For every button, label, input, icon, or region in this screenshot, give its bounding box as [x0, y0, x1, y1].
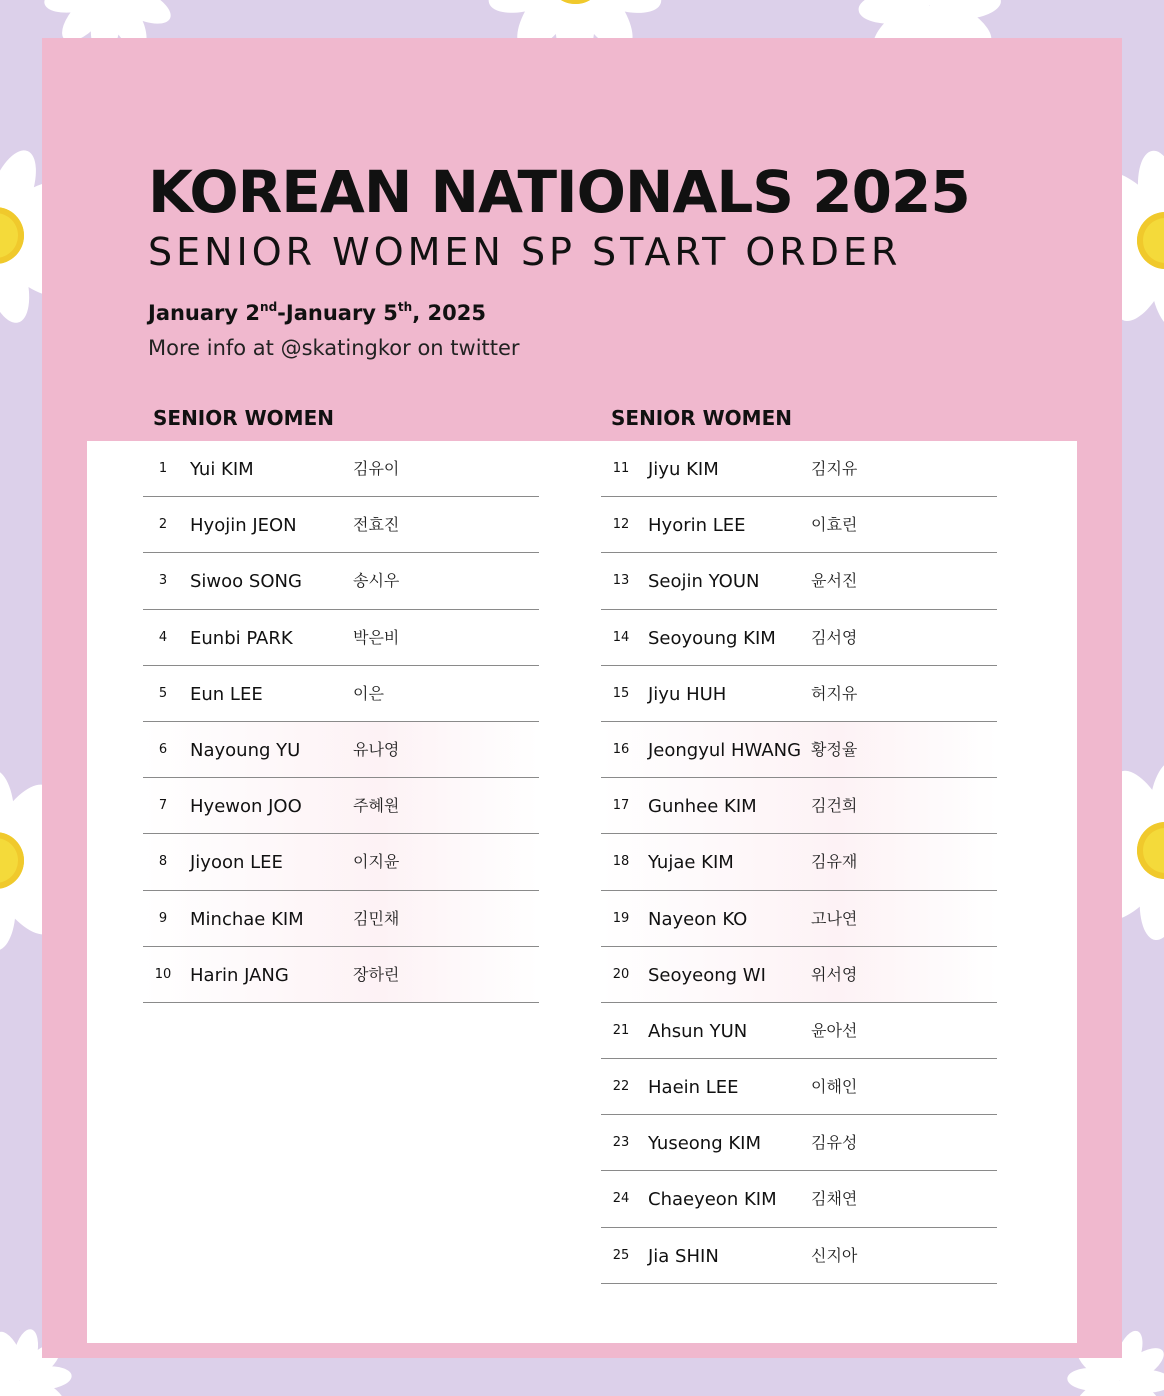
- dates-end: -January 5: [277, 301, 398, 325]
- skater-name-en: Ahsun YUN: [648, 1020, 748, 1042]
- skater-name-en: Seojin YOUN: [648, 571, 760, 593]
- table-row: [601, 1171, 997, 1227]
- skater-name-en: Yui KIM: [190, 459, 254, 480]
- table-row: [601, 1115, 997, 1171]
- start-number: 24: [612, 1191, 630, 1207]
- start-number: 12: [612, 517, 630, 533]
- skater-name-en: Jia SHIN: [648, 1245, 719, 1267]
- table-row: [601, 610, 997, 666]
- table-row: [601, 891, 997, 947]
- skater-name-ko: 전효진: [353, 515, 400, 535]
- skater-name-ko: 장하린: [353, 964, 400, 984]
- start-number: 3: [158, 573, 168, 589]
- skater-name-en: Gunhee KIM: [648, 796, 757, 818]
- table-row: [143, 947, 539, 1003]
- start-number: 5: [158, 685, 168, 701]
- start-number: 13: [612, 573, 630, 589]
- table-row: [601, 666, 997, 722]
- skater-name-en: Nayoung YU: [190, 739, 301, 761]
- start-number: 4: [158, 629, 168, 645]
- skater-name-en: Jiyoon LEE: [190, 852, 283, 874]
- table-row: [143, 497, 539, 553]
- start-number: 14: [612, 629, 630, 645]
- start-number: 23: [612, 1135, 630, 1151]
- page-subtitle: SENIOR WOMEN SP START ORDER: [148, 230, 902, 274]
- dates-start: January 2: [148, 301, 261, 325]
- skater-name-ko: 이은: [353, 683, 384, 703]
- table-row: [601, 834, 997, 890]
- skater-name-en: Eunbi PARK: [190, 627, 293, 649]
- table-row: [143, 666, 539, 722]
- skater-name-ko: 김유성: [811, 1133, 858, 1153]
- skater-name-ko: 김민채: [353, 908, 400, 928]
- start-number: 21: [612, 1022, 630, 1038]
- start-number: 6: [158, 741, 168, 757]
- start-number: 25: [612, 1247, 630, 1263]
- skater-name-en: Siwoo SONG: [190, 571, 302, 593]
- table-row: [601, 1059, 997, 1115]
- start-number: 22: [612, 1079, 630, 1095]
- skater-name-ko: 윤아선: [811, 1020, 858, 1040]
- table-row: [601, 441, 997, 497]
- dates-start-suffix: nd: [260, 300, 278, 314]
- skater-name-en: Harin JANG: [190, 964, 289, 986]
- column-heading-left: SENIOR WOMEN: [153, 406, 334, 430]
- dates-year: , 2025: [412, 301, 486, 325]
- skater-name-en: Minchae KIM: [190, 908, 304, 930]
- start-number: 16: [612, 741, 630, 757]
- table-row: [601, 497, 997, 553]
- skater-name-ko: 송시우: [353, 571, 400, 591]
- skater-name-en: Hyorin LEE: [648, 515, 746, 537]
- table-row: [143, 891, 539, 947]
- column-heading-right: SENIOR WOMEN: [611, 406, 792, 430]
- skater-name-en: Jeongyul HWANG: [648, 739, 802, 761]
- skater-name-ko: 윤서진: [811, 571, 858, 591]
- page-title: KOREAN NATIONALS 2025: [148, 158, 970, 226]
- skater-name-ko: 김지유: [811, 459, 858, 478]
- start-order-list-left: [143, 441, 539, 1003]
- table-row: [143, 610, 539, 666]
- start-number: 20: [612, 966, 630, 982]
- start-number: 1: [158, 461, 168, 476]
- skater-name-en: Hyojin JEON: [190, 515, 297, 537]
- skater-name-en: Yuseong KIM: [648, 1133, 762, 1155]
- skater-name-ko: 위서영: [811, 964, 858, 984]
- skater-name-en: Nayeon KO: [648, 908, 748, 930]
- skater-name-en: Eun LEE: [190, 683, 263, 705]
- start-number: 18: [612, 854, 630, 870]
- skater-name-ko: 유나영: [353, 739, 400, 759]
- start-number: 8: [158, 854, 168, 870]
- skater-name-en: Haein LEE: [648, 1077, 739, 1099]
- skater-name-ko: 김건희: [811, 796, 858, 816]
- skater-name-ko: 김유재: [811, 852, 858, 872]
- table-row: [143, 722, 539, 778]
- skater-name-ko: 이지윤: [353, 852, 400, 872]
- skater-name-ko: 김서영: [811, 627, 858, 647]
- start-number: 15: [612, 685, 630, 701]
- start-number: 17: [612, 798, 630, 814]
- table-row: [601, 1003, 997, 1059]
- start-number: 19: [612, 910, 630, 926]
- start-number: 10: [154, 966, 172, 982]
- skater-name-ko: 이효린: [811, 515, 858, 535]
- table-row: [143, 441, 539, 497]
- start-number: 2: [158, 517, 168, 533]
- skater-name-en: Hyewon JOO: [190, 796, 302, 818]
- table-row: [601, 553, 997, 609]
- skater-name-ko: 이해인: [811, 1077, 858, 1097]
- skater-name-en: Seoyoung KIM: [648, 627, 776, 649]
- table-row: [143, 778, 539, 834]
- event-dates: [148, 300, 486, 325]
- table-row: [601, 1228, 997, 1284]
- start-number: 7: [158, 798, 168, 814]
- skater-name-ko: 주혜원: [353, 796, 400, 816]
- skater-name-en: Seoyeong WI: [648, 964, 766, 986]
- skater-name-en: Jiyu KIM: [648, 459, 719, 480]
- skater-name-ko: 박은비: [353, 627, 400, 647]
- start-order-list-right: [601, 441, 997, 1284]
- skater-name-en: Chaeyeon KIM: [648, 1189, 777, 1211]
- skater-name-ko: 황정율: [811, 739, 858, 759]
- table-row: [601, 722, 997, 778]
- table-row: [143, 834, 539, 890]
- table-row: [601, 947, 997, 1003]
- table-row: [143, 553, 539, 609]
- skater-name-ko: 김유이: [353, 459, 400, 478]
- skater-name-ko: 김채연: [811, 1189, 858, 1209]
- skater-name-ko: 신지아: [811, 1245, 858, 1265]
- skater-name-ko: 허지유: [811, 683, 858, 703]
- start-number: 9: [158, 910, 168, 926]
- skater-name-en: Yujae KIM: [648, 852, 734, 874]
- more-info-text: More info at @skatingkor on twitter: [148, 336, 520, 360]
- table-row: [601, 778, 997, 834]
- dates-end-suffix: th: [397, 300, 413, 314]
- poster-panel: [42, 38, 1122, 1358]
- skater-name-en: Jiyu HUH: [648, 683, 727, 705]
- start-number: 11: [612, 461, 630, 476]
- skater-name-ko: 고나연: [811, 908, 858, 928]
